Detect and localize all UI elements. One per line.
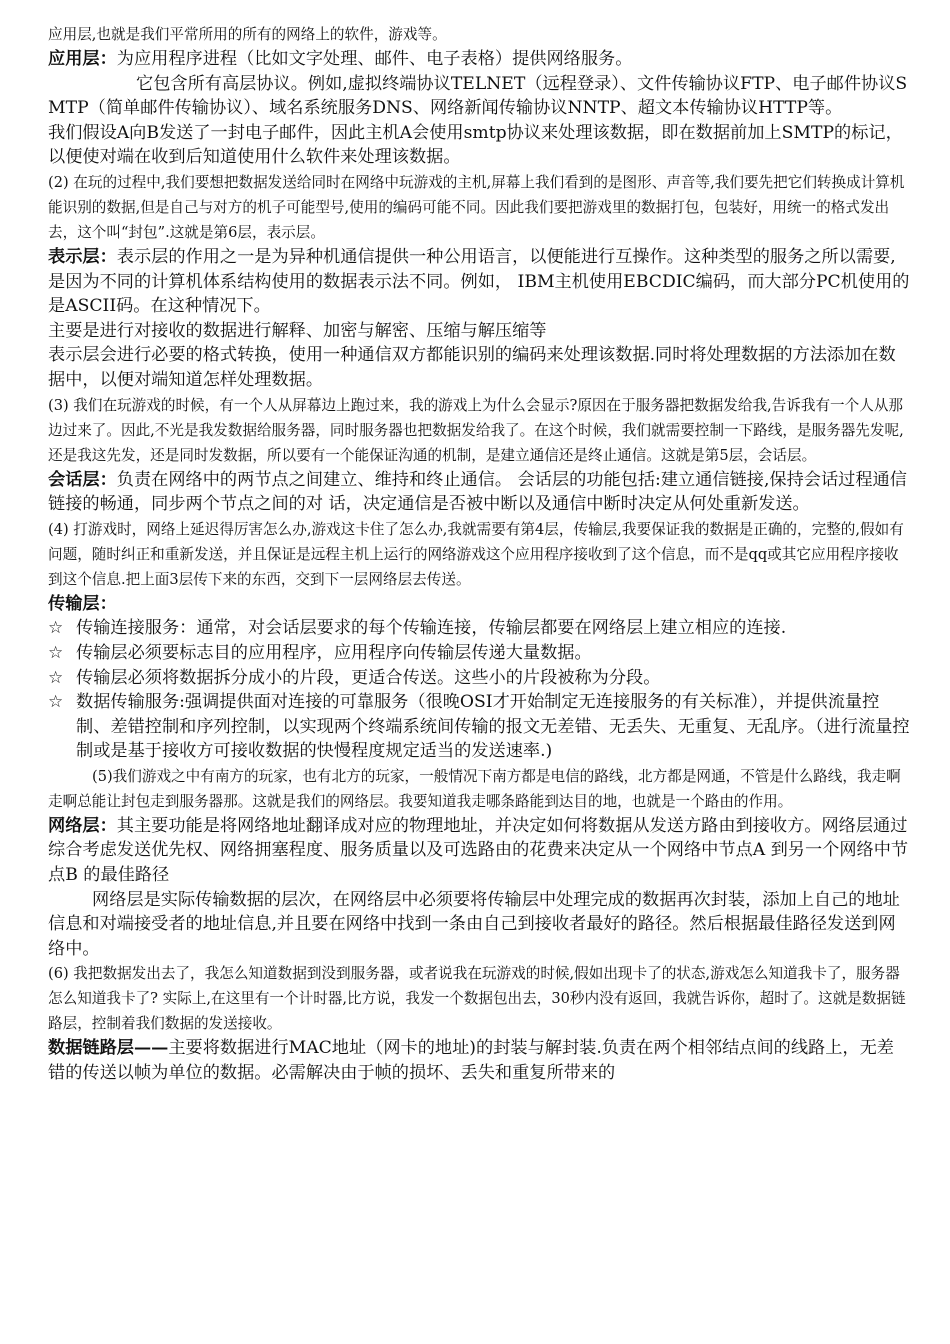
section-heading-presentation-layer: 表示层： <box>48 246 117 267</box>
star-bullet-icon: ☆ <box>48 618 64 639</box>
paragraph-text: 其主要功能是将网络地址翻译成对应的物理地址，并决定如何将数据从发送方路由到接收方。网络层通过综合考虑发送优先权、网络拥塞程度、服务质量以及可选路由的花费来决定从一个网络中节点A 到另一个网络中节点B 的最佳路径 <box>48 815 909 886</box>
section-heading-session-layer: 会话层： <box>48 469 117 490</box>
paragraph-application-intro <box>48 22 910 47</box>
list-item <box>48 616 910 641</box>
section-heading-application-layer: 应用层： <box>48 49 117 69</box>
list-item-text: 传输层必须要标志目的应用程序，应用程序向传输层传递大量数据。 <box>76 642 592 663</box>
paragraph-game-example-3 <box>48 393 910 468</box>
star-bullet-icon: ☆ <box>48 642 64 663</box>
paragraph-data-link-layer <box>48 1036 910 1085</box>
list-item-text: 传输层必须将数据拆分成小的片段，更适合传送。这些小的片段被称为分段。 <box>76 667 661 688</box>
paragraph-text: 主要是进行对接收的数据进行解释、加密与解密、压缩与解压缩等 <box>48 320 547 341</box>
paragraph-smtp-example <box>48 121 910 170</box>
paragraph-transport-heading <box>48 592 910 617</box>
paragraph-presentation-functions <box>48 319 910 344</box>
list-item <box>48 690 910 764</box>
paragraph-game-example-6 <box>48 961 910 1036</box>
section-heading-network-layer: 网络层： <box>48 815 117 836</box>
paragraph-text: (6) 我把数据发出去了，我怎么知道数据到没到服务器，或者说我在玩游戏的时候,假如出现卡了的状态,游戏怎么知道我卡了，服务器怎么知道我卡了? 实际上,在这里有一个计时器,比方说，我发一个数据包出去，30秒内没有返回，我就告诉你，超时了。这就是数据链路层，控制着我们数据的发送接收。 <box>48 965 906 1033</box>
section-heading-transport-layer: 传输层： <box>48 593 117 614</box>
paragraph-text: 表示层的作用之一是为异种机通信提供一种公用语言，以便能进行互操作。这种类型的服务之所以需要,是因为不同的计算机体系结构使用的数据表示法不同。例如， IBM主机使用EBCDIC编码，而大部分PC机使用的是ASCII码。在这种情况下。 <box>48 246 910 317</box>
paragraph-text: (5)我们游戏之中有南方的玩家，也有北方的玩家，一般情况下南方都是电信的路线，北方都是网通，不管是什么路线，我走啊走啊总能让封包走到服务器那。这就是我们的网络层。我要知道我走哪条路能到达目的地，也就是一个路由的作用。 <box>48 767 901 810</box>
paragraph-presentation-layer <box>48 245 910 319</box>
star-bullet-icon: ☆ <box>48 667 64 688</box>
paragraph-text: 网络层是实际传输数据的层次，在网络层中必须要将传输层中处理完成的数据再次封装，添加上自己的地址信息和对端接受者的地址信息,并且要在网络中找到一条由自己到接收者最好的路径。然后根据最佳路径发送到网络中。 <box>48 889 900 959</box>
star-bullet-icon: ☆ <box>48 692 64 713</box>
paragraph-game-example-5 <box>48 764 910 814</box>
paragraph-text: 它包含所有高层协议。例如,虚拟终端协议TELNET（远程登录）、文件传输协议FTP、电子邮件协议SMTP（简单邮件传输协议）、域名系统服务DNS、网络新闻传输协议NNTP、超文本传输协议HTTP等。 <box>48 73 908 119</box>
list-item-text: 传输连接服务：通常，对会话层要求的每个传输连接，传输层都要在网络层上建立相应的连接. <box>76 618 787 639</box>
paragraph-text: (4) 打游戏时，网络上延迟得厉害怎么办,游戏这卡住了怎么办,我就需要有第4层，传输层,我要保证我的数据是正确的，完整的,假如有问题，随时纠正和重新发送，并且保证是远程主机上运行的网络游戏这个应用程序接收到了这个信息，而不是qq或其它应用程序接收到这个信息.把上面3层传下来的东西，交到下一层网络层去传送。 <box>48 520 904 588</box>
paragraph-text: 应用层,也就是我们平常所用的所有的网络上的软件，游戏等。 <box>48 26 447 43</box>
list-item <box>48 641 910 666</box>
list-item-text: 数据传输服务:强调提供面对连接的可靠服务（很晚OSI才开始制定无连接服务的有关标准），并提供流量控制、差错控制和序列控制，以实现两个终端系统间传输的报文无差错、无丢失、无重复、无乱序。（进行流量控制或是基于接收方可接收数据的快慢程度规定适当的发送速率.) <box>76 692 910 762</box>
paragraph-network-layer <box>48 814 910 888</box>
paragraph-game-example-4 <box>48 517 910 592</box>
paragraph-application-layer <box>48 47 910 72</box>
paragraph-text: (3) 我们在玩游戏的时候，有一个人从屏幕边上跑过来，我的游戏上为什么会显示?原因在于服务器把数据发给我,告诉我有一个人从那边过来了。因此,不光是我发数据给服务器，同时服务器也把数据发给我了。在这个时候，我们就需要控制一下路线，是服务器先发呢,还是我这先发，还是同时发数据，所以要有一个能保证沟通的机制，是建立通信还是终止通信。这就是第5层，会话层。 <box>48 396 904 464</box>
paragraph-presentation-format <box>48 343 910 392</box>
paragraph-text: 主要将数据进行MAC地址（网卡的地址)的封装与解封装.负责在两个相邻结点间的线路上，无差错的传送以帧为单位的数据。必需解决由于帧的损坏、丢失和重复所带来的 <box>48 1038 894 1084</box>
paragraph-text: 负责在网络中的两节点之间建立、维持和终止通信。 会话层的功能包括:建立通信链接,保持会话过程通信链接的畅通，同步两个节点之间的对 话，决定通信是否被中断以及通信中断时决定从何处重新发送。 <box>48 469 907 515</box>
paragraph-text: 表示层会进行必要的格式转换，使用一种通信双方都能识别的编码来处理该数据.同时将处理数据的方法添加在数据中，以便对端知道怎样处理数据。 <box>48 345 896 390</box>
paragraph-text: 为应用程序进程（比如文字处理、邮件、电子表格）提供网络服务。 <box>116 49 633 69</box>
paragraph-application-protocols <box>48 72 910 121</box>
list-item <box>48 666 910 691</box>
section-heading-data-link-layer: 数据链路层—— <box>48 1038 169 1059</box>
paragraph-text: (2) 在玩的过程中,我们要想把数据发送给同时在网络中玩游戏的主机,屏幕上我们看到的是图形、声音等,我们要先把它们转换成计算机能识别的数据,但是自己与对方的机子可能型号,使用的编码可能不同。因此我们要把游戏里的数据打包，包装好，用统一的格式发出去，这个叫“封包”.这就是第6层，表示层。 <box>48 173 905 241</box>
paragraph-network-layer-detail <box>48 888 910 962</box>
paragraph-game-example-2 <box>48 170 910 245</box>
paragraph-session-layer <box>48 468 910 517</box>
paragraph-text: 我们假设A向B发送了一封电子邮件，因此主机A会使用smtp协议来处理该数据，即在数据前加上SMTP的标记，以便使对端在收到后知道使用什么软件来处理该数据。 <box>48 122 903 168</box>
